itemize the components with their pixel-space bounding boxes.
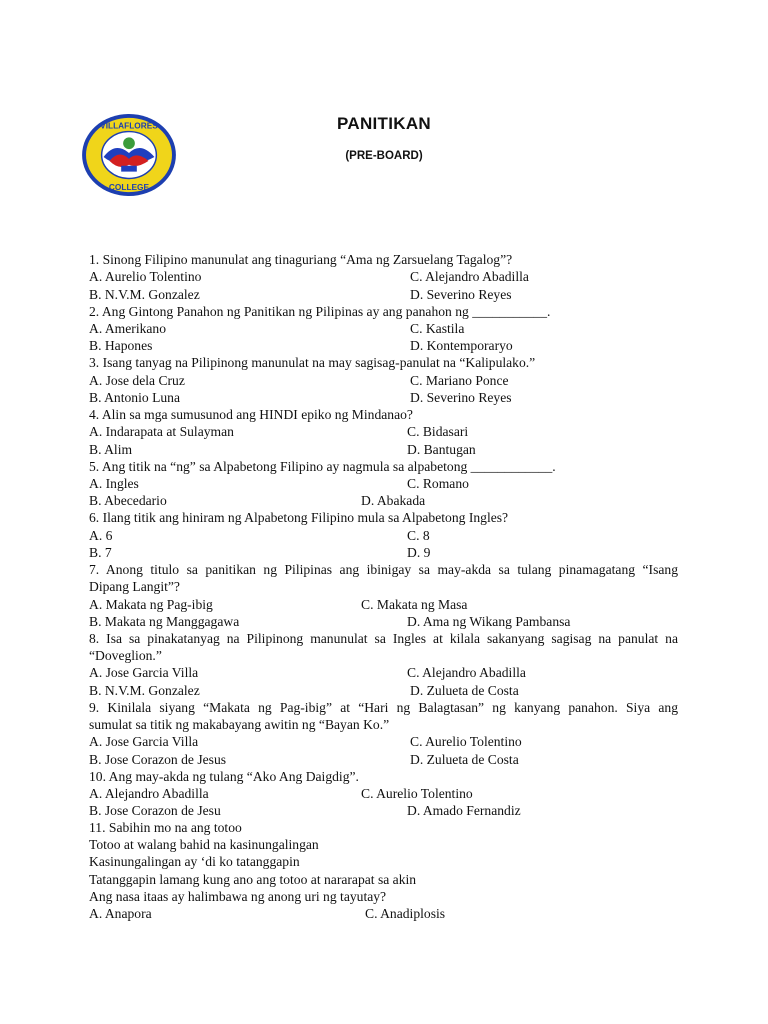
- svg-text:VILLAFLORES: VILLAFLORES: [100, 120, 158, 131]
- choice-a: A. Anapora: [89, 906, 152, 921]
- choice-b: B. Makata ng Manggagawa: [89, 614, 240, 629]
- choice-d: D. Bantugan: [407, 442, 476, 457]
- choice-row: [89, 596, 678, 613]
- choice-c: C. 8: [407, 528, 430, 543]
- choice-c: C. Aurelio Tolentino: [410, 734, 522, 749]
- question-9: 9. Kinilala siyang “Makata ng Pag-ibig” at “Hari ng Balagtasan” ng kanyang panahon. Siya ang: [89, 700, 678, 715]
- choice-c: C. Romano: [407, 476, 469, 491]
- svg-text:COLLEGE: COLLEGE: [108, 182, 150, 193]
- choice-a: A. Ingles: [89, 476, 139, 491]
- choice-a: A. Aurelio Tolentino: [89, 269, 202, 284]
- question-11: 11. Sabihin mo na ang totoo: [89, 820, 242, 835]
- choice-a: A. Indarapata at Sulayman: [89, 424, 234, 439]
- choice-b: B. N.V.M. Gonzalez: [89, 287, 200, 302]
- choice-d: D. Abakada: [361, 493, 426, 508]
- choice-b: B. Antonio Luna: [89, 390, 181, 405]
- page-subtitle: (PRE-BOARD): [345, 150, 423, 162]
- choice-row: [89, 492, 678, 509]
- choice-row: [89, 785, 678, 802]
- choice-b: B. N.V.M. Gonzalez: [89, 683, 200, 698]
- choice-d: D. Zulueta de Costa: [410, 752, 519, 767]
- poem-line: Tatanggapin lamang kung ano ang totoo at nararapat sa akin: [89, 872, 417, 887]
- choice-a: A. Amerikano: [89, 321, 167, 336]
- choice-a: A. Makata ng Pag-ibig: [89, 597, 213, 612]
- choice-a: A. Jose Garcia Villa: [89, 665, 199, 680]
- choice-d: D. Amado Fernandiz: [407, 803, 521, 818]
- question-2: 2. Ang Gintong Panahon ng Panitikan ng Pilipinas ay ang panahon ng ___________.: [89, 304, 551, 319]
- choice-row: [89, 423, 678, 440]
- choice-row: [89, 733, 678, 750]
- choice-row: [89, 527, 678, 544]
- question-1: 1. Sinong Filipino manunulat ang tinaguriang “Ama ng Zarsuelang Tagalog”?: [89, 252, 513, 267]
- choice-d: D. 9: [407, 545, 431, 560]
- poem-line: Kasinungalingan ay ‘di ko tatanggapin: [89, 854, 300, 869]
- choice-a: A. 6: [89, 528, 113, 543]
- choice-row: [89, 372, 678, 389]
- question-4: 4. Alin sa mga sumusunod ang HINDI epiko ng Mindanao?: [89, 407, 413, 422]
- choice-d: D. Severino Reyes: [410, 390, 512, 405]
- choice-row: [89, 286, 678, 303]
- choice-row: [89, 268, 678, 285]
- choice-row: [89, 613, 678, 630]
- question-7: 7. Anong titulo sa panitikan ng Pilipinas ang ibinigay sa may-akda sa tulang pinamagatang “Isang: [89, 562, 678, 577]
- question-5: 5. Ang titik na “ng” sa Alpabetong Filipino ay nagmula sa alpabetong ____________.: [89, 459, 556, 474]
- question-9-cont: sumulat sa titik ng makabayang awitin ng “Bayan Ko.”: [89, 717, 390, 732]
- choice-c: C. Mariano Ponce: [410, 373, 509, 388]
- choice-d: D. Severino Reyes: [410, 287, 512, 302]
- choice-a: A. Jose Garcia Villa: [89, 734, 199, 749]
- choice-b: B. Jose Corazon de Jesus: [89, 752, 227, 767]
- choice-c: C. Makata ng Masa: [361, 597, 468, 612]
- question-10: 10. Ang may-akda ng tulang “Ako Ang Daigdig”.: [89, 769, 359, 784]
- poem-line: Totoo at walang bahid na kasinungalingan: [89, 837, 319, 852]
- question-11-prompt: Ang nasa itaas ay halimbawa ng anong uri ng tayutay?: [89, 889, 387, 904]
- choice-row: [89, 441, 678, 458]
- choice-b: B. Hapones: [89, 338, 153, 353]
- choice-row: [89, 682, 678, 699]
- question-8: 8. Isa sa pinakatanyag na Pilipinong manunulat sa Ingles at kilala sakanyang sagisag na panulat na: [89, 631, 678, 646]
- choice-b: B. Jose Corazon de Jesu: [89, 803, 221, 818]
- choice-a: A. Jose dela Cruz: [89, 373, 185, 388]
- choice-c: C. Bidasari: [407, 424, 469, 439]
- choice-row: [89, 475, 678, 492]
- choice-d: D. Kontemporaryo: [410, 338, 513, 353]
- choice-d: D. Zulueta de Costa: [410, 683, 519, 698]
- choice-row: [89, 337, 678, 354]
- choice-row: [89, 905, 678, 922]
- choice-c: C. Aurelio Tolentino: [361, 786, 473, 801]
- choice-c: C. Alejandro Abadilla: [407, 665, 526, 680]
- choice-c: C. Alejandro Abadilla: [410, 269, 529, 284]
- page-title: PANITIKAN: [337, 114, 431, 133]
- choice-d: D. Ama ng Wikang Pambansa: [407, 614, 571, 629]
- question-7-cont: Dipang Langit”?: [89, 579, 180, 594]
- choice-a: A. Alejandro Abadilla: [89, 786, 209, 801]
- choice-row: [89, 544, 678, 561]
- choice-row: [89, 320, 678, 337]
- choice-b: B. Abecedario: [89, 493, 167, 508]
- choice-c: C. Anadiplosis: [365, 906, 446, 921]
- choice-row: [89, 751, 678, 768]
- choice-c: C. Kastila: [410, 321, 465, 336]
- question-6: 6. Ilang titik ang hiniram ng Alpabetong Filipino mula sa Alpabetong Ingles?: [89, 510, 509, 525]
- choice-b: B. Alim: [89, 442, 133, 457]
- choice-row: [89, 802, 678, 819]
- choice-row: [89, 664, 678, 681]
- question-3: 3. Isang tanyag na Pilipinong manunulat na may sagisag-panulat na “Kalipulako.”: [89, 355, 536, 370]
- question-8-cont: “Doveglion.”: [89, 648, 162, 663]
- choice-b: B. 7: [89, 545, 112, 560]
- choice-row: [89, 389, 678, 406]
